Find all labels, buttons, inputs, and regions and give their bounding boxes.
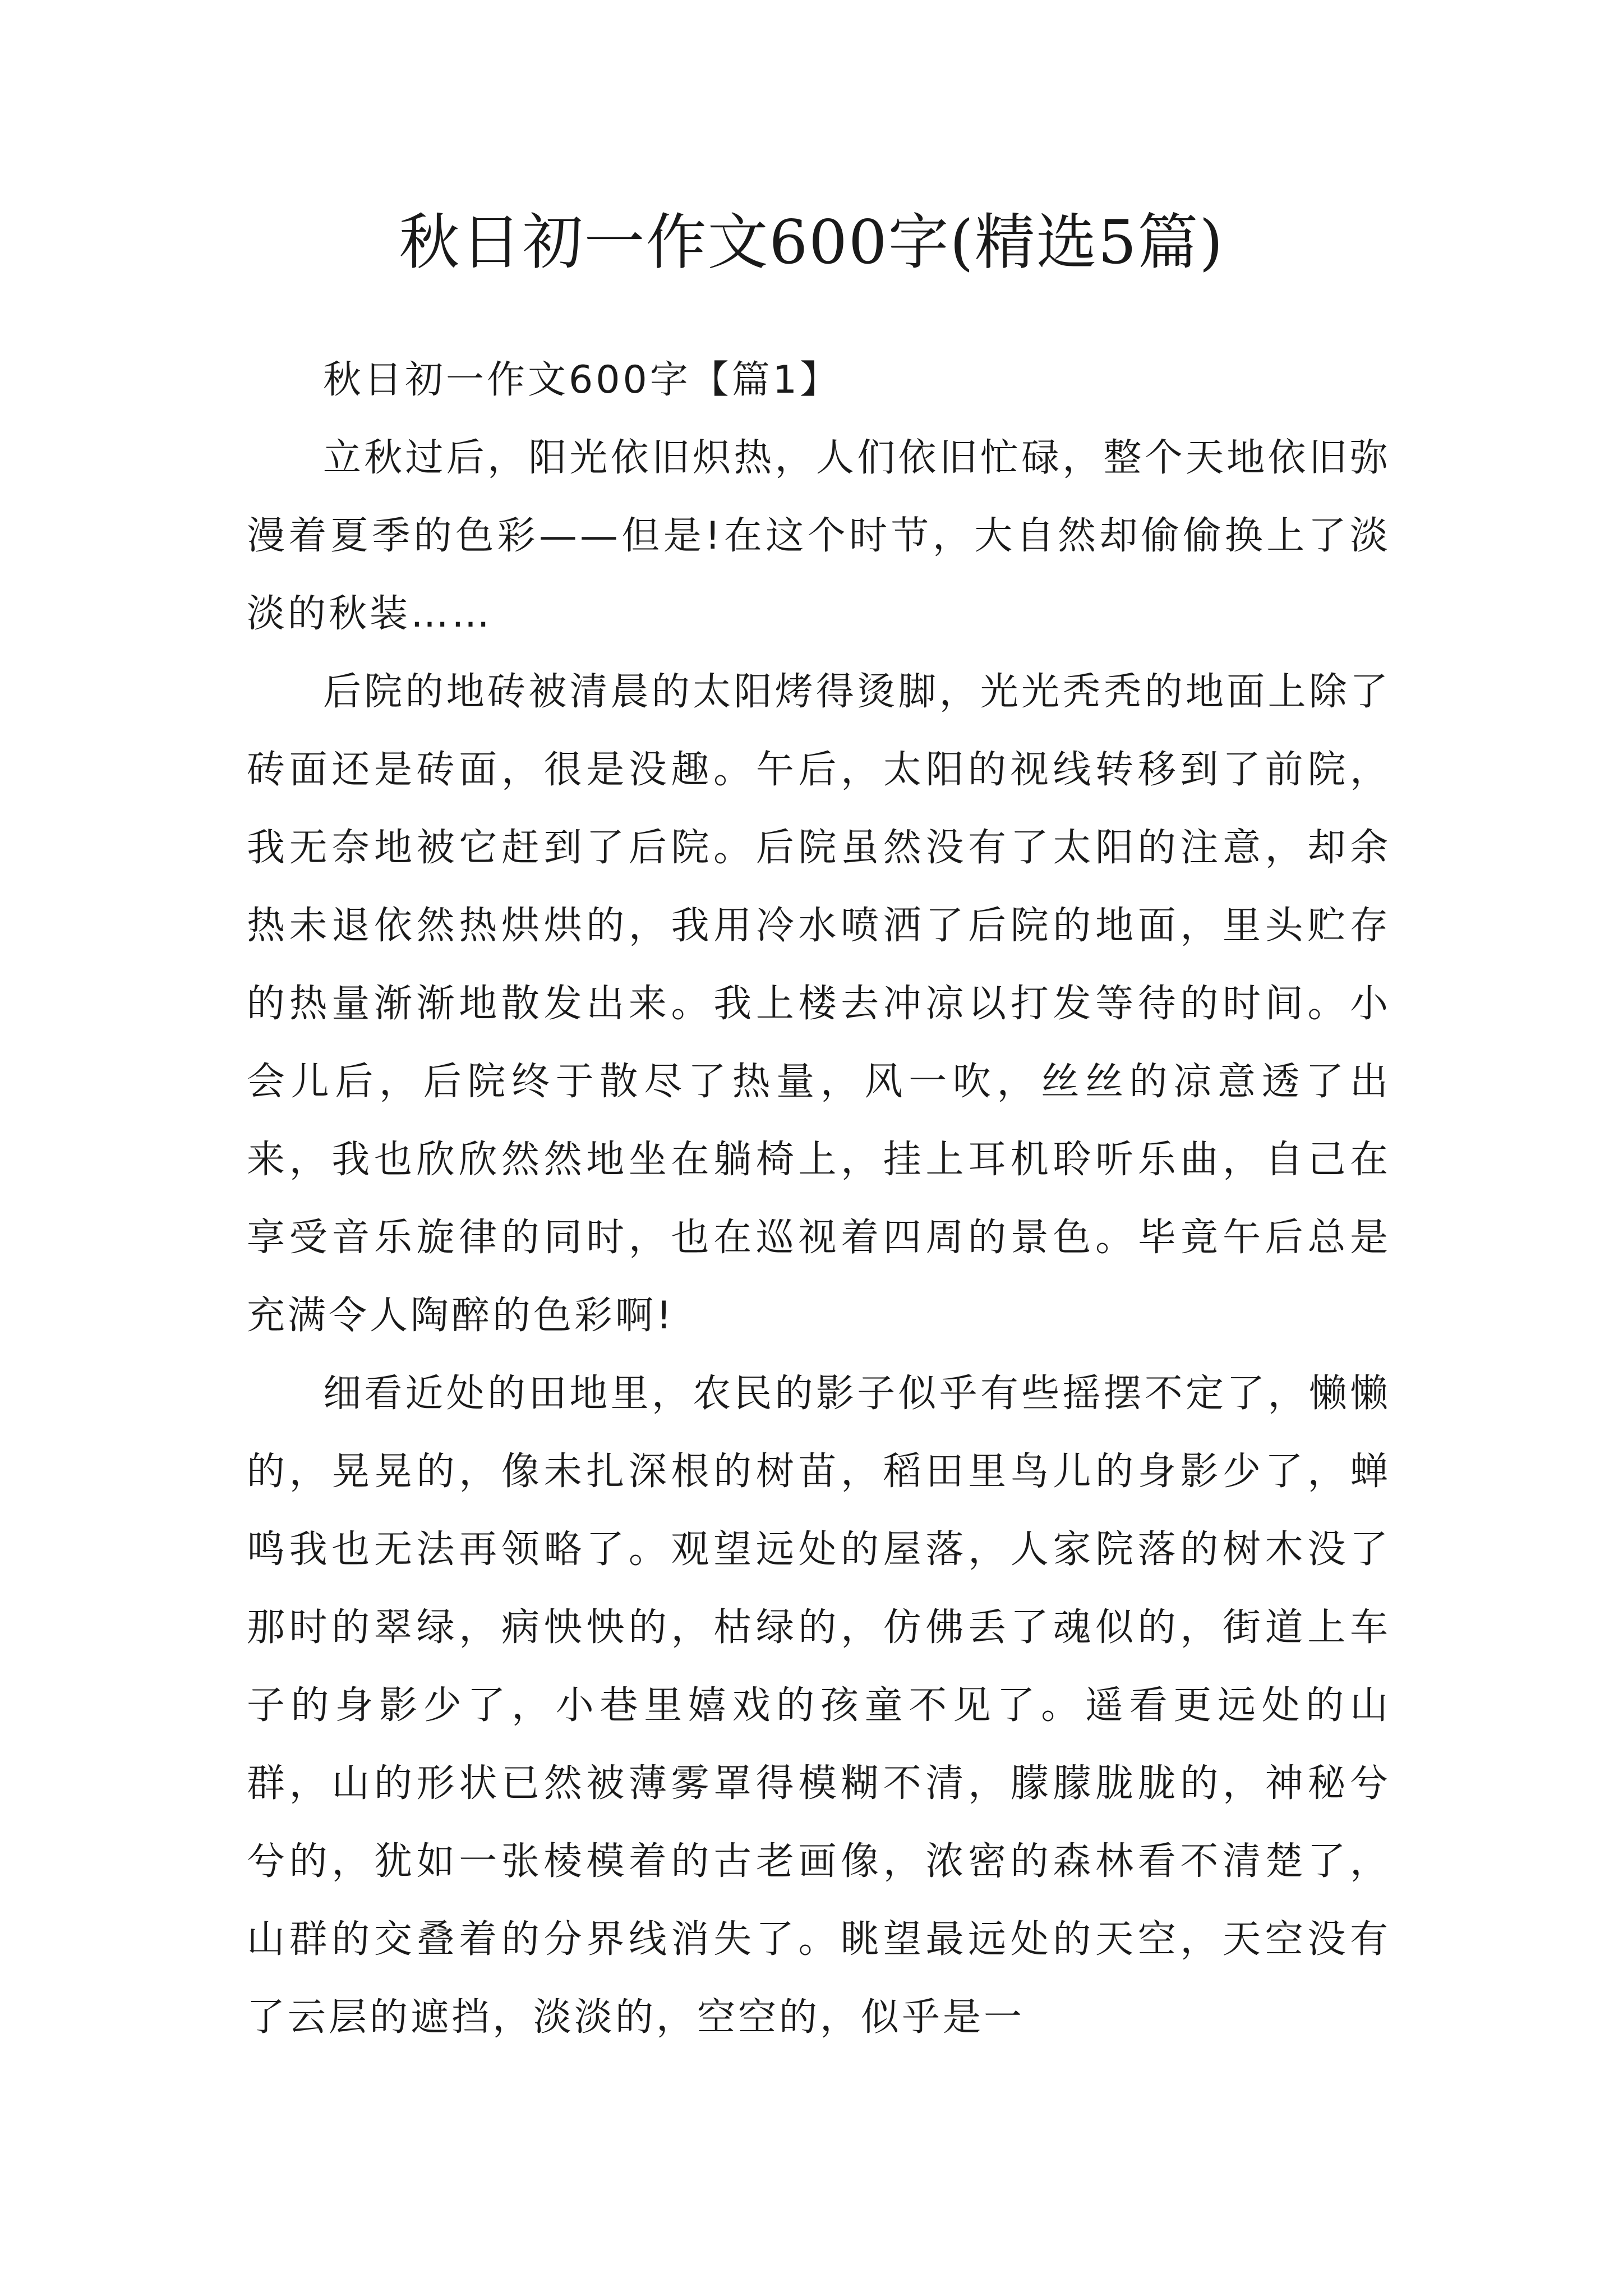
paragraph: 后院的地砖被清晨的太阳烤得烫脚，光光秃秃的地面上除了砖面还是砖面，很是没趣。午后，太阳的视线转移到了前院，我无奈地被它赶到了后院。后院虽然没有了太阳的注意，却余热未退依然热烘烘的，我用冷水喷洒了后院的地面，里头贮存的热量渐渐地散发出来。我上楼去冲凉以打发等待的时间。小会儿后，后院终于散尽了热量，风一吹，丝丝的凉意透了出来，我也欣欣然然地坐在躺椅上，挂上耳机聆听乐曲，自己在享受音乐旋律的同时，也在巡视着四周的景色。毕竟午后总是充满令人陶醉的色彩啊! — [247, 670, 1391, 1338]
document-body — [247, 341, 1391, 2056]
section-heading: 秋日初一作文600字【篇1】 — [323, 358, 841, 402]
document-title: 秋日初一作文600字(精选5篇) — [399, 208, 1224, 278]
paragraph: 细看近处的田地里，农民的影子似乎有些摇摆不定了，懒懒的，晃晃的，像未扎深根的树苗，稻田里鸟儿的身影少了，蝉鸣我也无法再领略了。观望远处的屋落，人家院落的树木没了那时的翠绿，病怏怏的，枯绿的，仿佛丢了魂似的，街道上车子的身影少了，小巷里嬉戏的孩童不见了。遥看更远处的山群，山的形状已然被薄雾罩得模糊不清，朦朦胧胧的，神秘兮兮的，犹如一张棱模着的古老画像，浓密的森林看不清楚了，山群的交叠着的分界线消失了。眺望最远处的天空，天空没有了云层的遮挡，淡淡的，空空的，似乎是一 — [247, 1372, 1391, 2040]
paragraph: 立秋过后，阳光依旧炽热，人们依旧忙碌，整个天地依旧弥漫着夏季的色彩——但是!在这个时节，大自然却偷偷换上了淡淡的秋装…… — [247, 436, 1391, 636]
